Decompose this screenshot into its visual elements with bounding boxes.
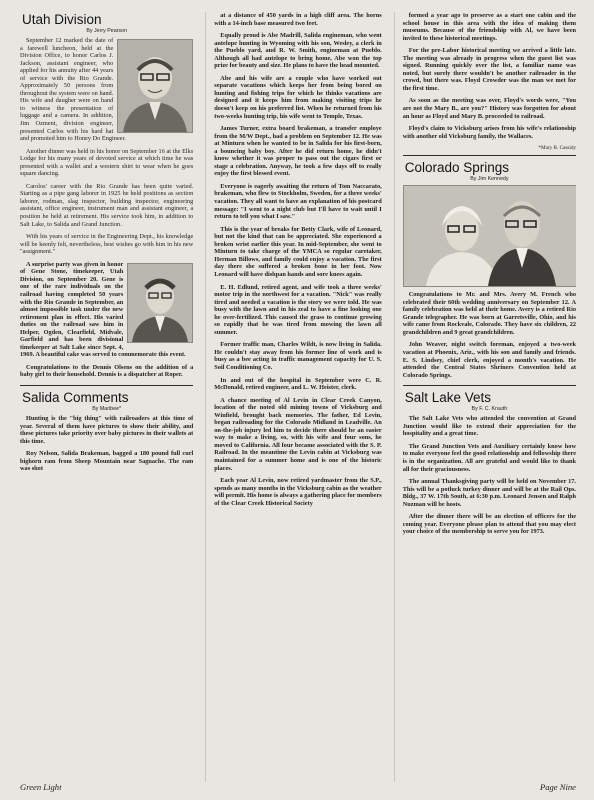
utah-division-byline: By Jerry Pearson — [86, 28, 127, 34]
publication-name: Green Light — [20, 782, 62, 792]
vets-paragraph: The Salt Lake Vets who attended the convention at Grand Junction would like to extend their appreciation for the hospitality and a great time. — [402, 415, 576, 438]
salida-paragraph: Hunting is the "big thing" with railroaders at this time of year. Several of them have pictures to show their ability, and these pictures take priority over baby pictures in their wallets at this time. — [20, 414, 194, 445]
page-number: Page Nine — [539, 782, 576, 792]
utah-division-section — [20, 12, 193, 379]
salida-paragraph: James Turner, extra board brakeman, a transfer employe from the M/W Dept., had a problem on September 12. He was at Minturn when he wanted to be in Salida for his first-born, a bouncing baby boy. After he did return home, he didn't know whether it was proper to pass out the cigars first or stage a celebration. Anyway, he took a few days off to really enjoy the first blessed event. — [214, 125, 382, 178]
utah-paragraph: September 12 marked the date of a farewell luncheon, held at the Division Office, to honor Carlos J. Jackson, assistant engineer, who applied for his annuity after 44 years of service with the Rio Grande. Approximately 50 persons from throughout the system were on hand. His wife and daugher were on hand to witness the presentation of luggage and a camera. In addition, Jim Ozment, division engineer, presented Carlos with his hard hat and promoted him to Honey Do Engineer. — [20, 37, 126, 143]
french-couple-photo — [403, 185, 576, 287]
salida-paragraph: Floyd's claim to Vicksburg arises from his wife's relationship with another old Vicksburg family, the Wallaces. — [402, 125, 576, 140]
utah-paragraph: Carolos' career with the Rio Grande has been quite varied. Starting as a pipe gang laborer in 1925 he held positions as section laborer, rodman, slag inspector, building inspector, engineering assistant, office engineer, instrument man and assistant engineer, a position he held at retirement. His service took him, in addition to Salt Lake, to Salida and Grand Junction. — [20, 182, 194, 228]
salida-paragraph: A chance meeting of Al Levin in Clear Creek Canyon, location of the noted old mining towns of Vicksburg and Winfield, brought back memories. The father, Ed Levin, began railroading for the Colorado Midland in Leadville. An on-the-job injury led him to decide there should be an easier way to make a living, so, with his wife and four sons, he moved to California. All four became associated with the S. P. Railroad. In the meantime the Levin cabin at Vicksburg was maintained for a summer home and is one of the historic places. — [214, 396, 382, 472]
utah-paragraph: A surprise party was given in honor of Gene Stone, timekeeper, Utah Division, on September 20. Gene is one of the rare individuals on the railroad having completed 50 years with the Rio Grande in September, an almost impossible task under the new retirement plan in effect. His varied duties on the railroad saw him in Helper, Ogden, Clearfield, Midvale, Garfield and has been divisional timekeeper at Salt Lake since Sept. 4, 1969. A beautiful cake was served to commemorate this event. — [20, 260, 186, 359]
salida-comments-byline: By Maribee* — [92, 405, 122, 412]
column-1 — [20, 12, 193, 782]
salida-paragraph: at a distance of 450 yards in a high cliff area. The horns with a 14-inch base measured two feet. — [214, 12, 382, 27]
vets-paragraph: After the dinner there will be an election of officers for the coming year. Everyone please plan to attend that you may elect your choice of the membership to serve you for 1973. — [402, 513, 576, 536]
carlos-jackson-photo — [117, 39, 193, 133]
salida-comments-heading: Salida Comments — [22, 389, 129, 405]
gene-stone-photo — [127, 263, 193, 343]
salida-paragraph: Each year Al Levin, now retired yardmaster from the S.P., spends as many months in the Vicksburg cabin as the weather will permit. His home is always a gathering place for members of the Clear Creek Historical Society — [214, 477, 382, 507]
utah-paragraph: Congratulations to the Dennis Olsens on the addition of a baby girl to their household. Dennis is a dispatcher at Roper. — [20, 363, 194, 379]
salt-lake-vets-heading: Salt Lake Vets — [404, 390, 492, 406]
vets-paragraph: The Grand Junction Vets and Auxiliary certainly know how to make everyone feel the good relationship and fellowship there is in the organization. All are grateful and would like to thank all for their graciousness. — [402, 442, 576, 473]
salt-lake-vets-section — [403, 390, 576, 536]
utah-paragraph: With his years of service in the Engineering Dept., his knowledge will be keenly felt, nevertheless, best wishes go with him in his new "assignment." — [20, 233, 194, 256]
utah-paragraph: Another dinner was held in his honor on September 16 at the Elks Lodge for his many years of devoted service at which time he was presented with a wallet and a western shirt to wear when he goes square dancing. — [20, 147, 194, 178]
colorado-springs-byline: By Jim Kennedy — [470, 176, 509, 183]
salida-paragraph: Roy Nelson, Salida Brakeman, bagged a 180 pound full curl bighorn ram from Sheep Mountain near Saguache. The ram was shot — [20, 450, 194, 473]
colorado-paragraph: John Weaver, night switch foreman, enjoyed a two-week vacation at Phoenix, Ariz., with his son and family and friends. E. S. Lindsey, chief clerk, enjoyed a month's vacation. He attended the Central States Shriners Convention held at Colorado Springs. — [402, 341, 576, 379]
colorado-paragraph: Congratulations to Mr. and Mrs. Avery M. French who celebrated their 60th wedding anniversary on September 12. A family celebration was held at their home. Avery is a retired Rio Grande telegrapher. He was born at Garretsville, Ohio, and his wife came from Rockvale, Colorado. They have six children, 22 grandchildren and 9 great grandchildren. — [402, 291, 576, 336]
colorado-springs-heading: Colorado Springs — [404, 160, 510, 176]
columns — [20, 12, 576, 782]
utah-division-heading: Utah Division — [22, 12, 102, 27]
section-divider — [403, 155, 576, 156]
salida-paragraph: Equally proud is Abe Madrill, Salida engineman, who went antelope hunting in Wyoming with his son, Wesley, a clerk in the Pueblo yard, and R. W. Smith, engineman at Pueblo. Although all had antelope to bring home, Abe won the top prize for beauty and size. He plans to have the head mounted. — [214, 32, 382, 70]
salida-paragraph: E. H. Edlund, retired agent, and wife took a three weeks' motor trip in the northwest for a vacation. "Nick" was really tired and needed a vacation is the story we were told. He was busy with the lawn and in his zeal to have a fine looking one he over-fertilized. This caused the grass to continue growing so rapidly that he was tired from mowing the lawn all summer. — [214, 283, 382, 336]
salida-paragraph: In and out of the hospital in September were C. R. McDonald, retired engineer, and L. W. Heister, clerk. — [214, 376, 382, 392]
salida-paragraph: This is the year of breaks for Betty Clark, wife of Leonard, but not the kind that can be appreciated. She experienced a broken wrist earlier this year. In mid-September, she went to Minturn to take charge of the YMCA so regular caretaker, Herman Billows, and family could enjoy a vacation. The first day there she suffered a broken bone in her foot. Now Leonard will have dishpan hands and sore knees again. — [214, 225, 382, 278]
salida-paragraph: formed a year ago to preserve as a start one cabin and the school house in this area with the idea of making them museums. Because of the friendship with Al, we have been invited to these historical meetings. — [402, 12, 576, 42]
salida-paragraph: Former traffic man, Charles Wildt, is now living in Salida. He couldn't stay away from his former line of work and is busy as a bee acting in traffic management capacity for U. S. Soil Conditioning Co. — [214, 341, 382, 371]
section-divider — [20, 385, 193, 386]
page-footer — [20, 782, 576, 796]
vets-paragraph: The annual Thanksgiving party will be held on November 17. This will be a potluck turkey dinner and will be at the Rail Ops. Bldg., 37 W. 17th South, at 6:30 p.m. Leonard Jensen and Ralph Nuzman will be hosts. — [402, 478, 576, 508]
salida-comments-section — [20, 390, 193, 473]
author-signature: *Mary B. Cassidy — [538, 145, 576, 152]
column-2 — [205, 12, 381, 782]
salida-paragraph: For the pre-Labor historical meeting we arrived a little late. The meeting was already in progress when the guest list was signed. Running quickly over the list, a familiar name was noted, but surely there wouldn't be another railroader in the crowd, but there was. Floyd Crowder was the man we met for the first time. — [402, 47, 576, 92]
salida-paragraph: Abe and his wife are a couple who have worked out separate vacations which keeps her from being bored on hunting and fishing trips for which he thinks vacations are designed and it keeps him from making visiting trips he doesn't keep on his preferred list. When he returned from his two-weeks hunting trip, his wife went to Temple, Texas. — [214, 74, 382, 120]
salt-lake-vets-byline: By F. C. Krauth — [471, 406, 508, 413]
section-divider — [403, 385, 576, 386]
column-3 — [394, 12, 576, 782]
salida-paragraph: Everyone is eagerly awaiting the return of Tom Naccarato, brakeman, who flew to Stockholm, Sweden, for a three weeks' vacation. They all want to have an explanation of his postcard message: "I went to a night club but I'll have to wait until I return to tell you what I saw." — [214, 182, 382, 221]
salida-paragraph: As soon as the meeting was over, Floyd's words were, "You are not the Mary B., are you?" History was forgotten for about an hour as Floyd and Mary B. proceeded to railroad. — [402, 97, 576, 120]
colorado-springs-section — [403, 160, 576, 379]
